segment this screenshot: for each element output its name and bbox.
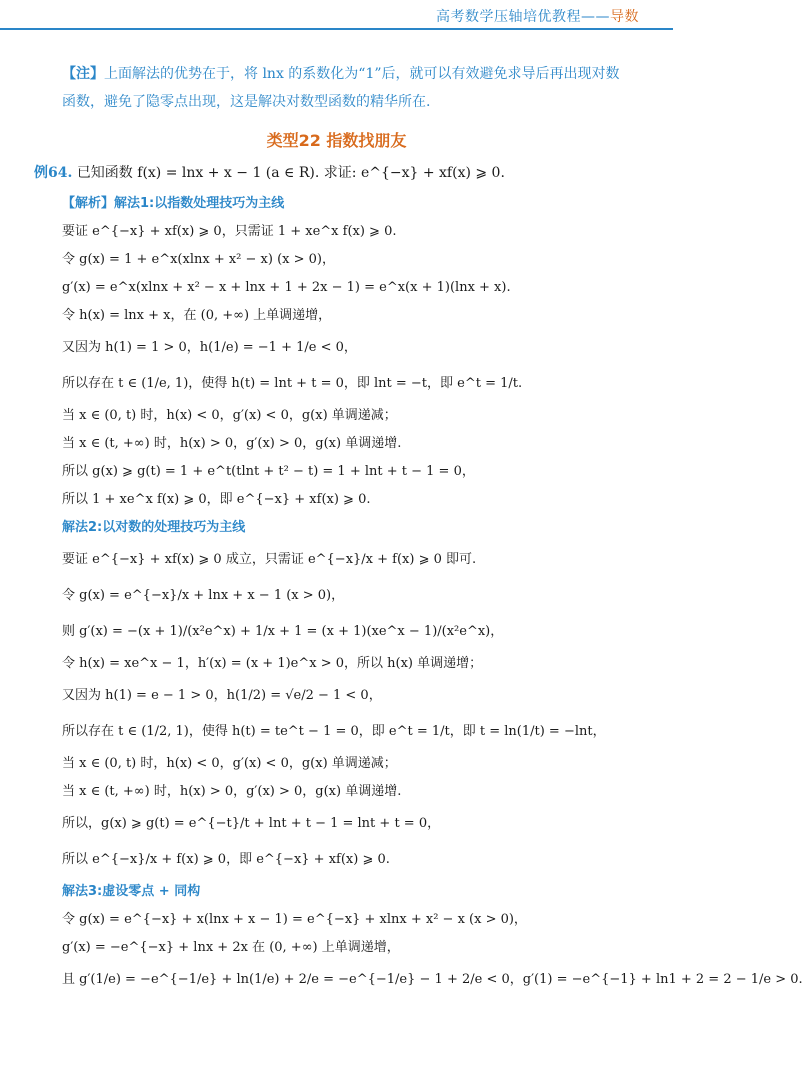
solution-line: 当 x ∈ (t, +∞) 时，h(x) > 0，g′(x) > 0，g(x) 单调递增.: [62, 436, 402, 451]
example-label: 例64.: [34, 165, 73, 181]
solution-line: 要证 e^{−x} + xf(x) ⩾ 0，只需证 1 + xe^x f(x) ⩾ 0.: [62, 224, 397, 239]
running-header: [436, 6, 639, 26]
solution-line: 所以 g(x) ⩾ g(t) = 1 + e^t(tlnt + t² − t) = 1 + lnt + t − 1 = 0，: [62, 464, 475, 479]
solution-line: 所以，g(x) ⩾ g(t) = e^{−t}/t + lnt + t − 1 = lnt + t = 0，: [62, 816, 441, 831]
example-statement: [34, 162, 654, 182]
solution-line: 所以 e^{−x}/x + f(x) ⩾ 0，即 e^{−x} + xf(x) ⩾ 0.: [62, 852, 390, 867]
solution-line: 令 g(x) = e^{−x}/x + lnx + x − 1 (x > 0)，: [62, 588, 345, 603]
header-rule: [0, 28, 673, 30]
solution-line: 要证 e^{−x} + xf(x) ⩾ 0 成立，只需证 e^{−x}/x + f(x) ⩾ 0 即可.: [62, 552, 477, 567]
solution-line: 又因为 h(1) = e − 1 > 0，h(1/2) = √e/2 − 1 < 0，: [62, 688, 382, 703]
note-text: 上面解法的优势在于，将 lnx 的系数化为“1”后，就可以有效避免求导后再出现对数函数，避免了隐零点出现，这是解决对数型函数的精华所在.: [62, 66, 620, 110]
solution-line: 所以存在 t ∈ (1/2, 1)，使得 h(t) = te^t − 1 = 0，即 e^t = 1/t，即 t = ln(1/t) = −lnt，: [62, 724, 606, 739]
solution-line: 令 g(x) = 1 + e^x(xlnx + x² − x) (x > 0)，: [62, 252, 335, 267]
header-separator: ——: [581, 9, 610, 25]
solution-line: 当 x ∈ (0, t) 时，h(x) < 0，g′(x) < 0，g(x) 单调递减；: [62, 408, 397, 423]
solution-line: 所以存在 t ∈ (1/e, 1)，使得 h(t) = lnt + t = 0，即 lnt = −t，即 e^t = 1/t.: [62, 376, 523, 391]
solution-line: 令 g(x) = e^{−x} + x(lnx + x − 1) = e^{−x} + xlnx + x² − x (x > 0)，: [62, 912, 527, 927]
header-title: 高考数学压轴培优教程: [436, 9, 581, 25]
note-paragraph: [62, 60, 622, 116]
method-heading: 解法3:虚设零点 + 同构: [62, 884, 201, 899]
solution-line: 当 x ∈ (0, t) 时，h(x) < 0，g′(x) < 0，g(x) 单调递减；: [62, 756, 397, 771]
method-heading: 【解析】解法1:以指数处理技巧为主线: [62, 196, 285, 211]
solution-line: 令 h(x) = lnx + x，在 (0, +∞) 上单调递增，: [62, 308, 332, 323]
solution-line: 所以 1 + xe^x f(x) ⩾ 0，即 e^{−x} + xf(x) ⩾ 0.: [62, 492, 371, 507]
solution-line: 又因为 h(1) = 1 > 0，h(1/e) = −1 + 1/e < 0，: [62, 340, 357, 355]
section-title: 类型22 指数找朋友: [266, 131, 407, 150]
solution-line: 令 h(x) = xe^x − 1，h′(x) = (x + 1)e^x > 0，所以 h(x) 单调递增；: [62, 656, 483, 671]
solution-line: 且 g′(1/e) = −e^{−1/e} + ln(1/e) + 2/e = −e^{−1/e} − 1 + 2/e < 0，g′(1) = −e^{−1} + ln1 + 2 = 2 − 1/e > 0.: [62, 972, 803, 987]
header-subtitle: 导数: [610, 9, 639, 25]
note-tag: 【注】: [62, 66, 104, 82]
example-text: 已知函数 f(x) = lnx + x − 1 (a ∈ R). 求证: e^{−x} + xf(x) ⩾ 0.: [76, 165, 505, 181]
solution-line: 当 x ∈ (t, +∞) 时，h(x) > 0，g′(x) > 0，g(x) 单调递增.: [62, 784, 402, 799]
method-heading: 解法2:以对数的处理技巧为主线: [62, 520, 246, 535]
solution-line: g′(x) = e^x(xlnx + x² − x + lnx + 1 + 2x − 1) = e^x(x + 1)(lnx + x).: [62, 280, 511, 295]
solution-body: [62, 190, 803, 998]
solution-line: 则 g′(x) = −(x + 1)/(x²e^x) + 1/x + 1 = (x + 1)(xe^x − 1)/(x²e^x)，: [62, 624, 504, 639]
solution-line: g′(x) = −e^{−x} + lnx + 2x 在 (0, +∞) 上单调递增，: [62, 940, 400, 955]
